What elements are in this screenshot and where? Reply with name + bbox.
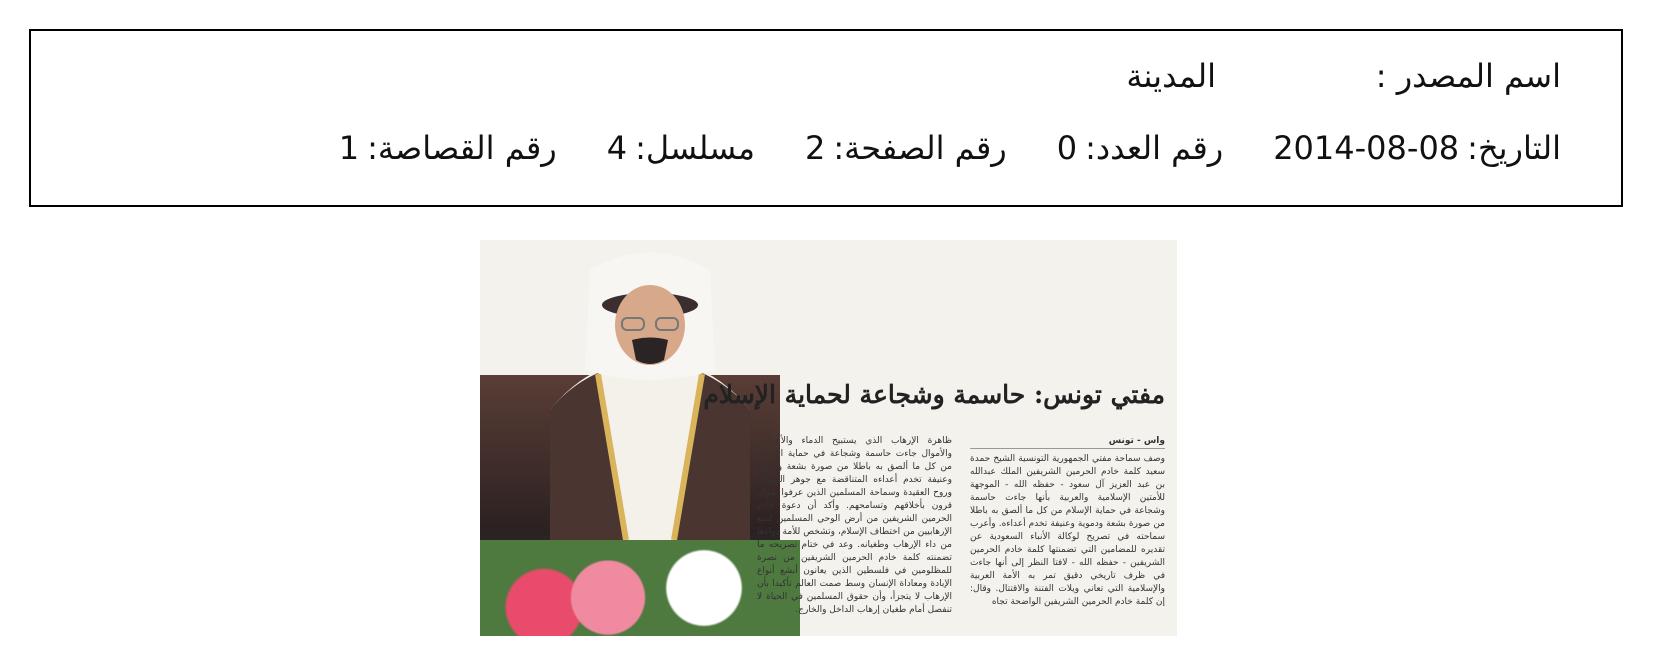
clip-value: 1 (338, 129, 360, 167)
newspaper-clipping (480, 240, 1177, 636)
meta-row (289, 129, 1561, 167)
issue-label: رقم العدد: (1085, 129, 1224, 167)
article-byline: واس - تونس (970, 435, 1165, 449)
article-column-2: ظاهرة الإرهاب الذي يستبيح الدماء والأعراض والأموال جاءت حاسمة وشجاعة في حماية الإسلام من كل ما ألصق به باطلا من صورة بشعة ودموية وعنيفة تخدم أعداءه المتناقضة مع جوهر الرسالة وروح العقيدة وسماحة المسلمين الذين عرفوا طوال قرون بأخلاقهم وتسامحهم. وأكد أن دعوة خادم الحرمين الشريفين من أرض الوحي المسلمين لمنع الإرهابيين من اختطاف الإسلام، وتشخص للأمة دواءها من داء الإرهاب وطغيانه. وعد في ختام تصريحه ما تضمنته كلمة خادم الحرمين الشريفين من نصرة للمظلومين في فلسطين الذين يعانون أبشع أنواع الإبادة ومعاداة الإنسان وسط صمت العالم تأكيدا بأن الإرهاب لا يتجزأ، وأن حقوق المسلمين في الحياة لا تنفصل أمام طغيان إرهاب الداخل والخارج. (757, 436, 952, 615)
issue-field (1057, 129, 1223, 167)
source-value: المدينة (1126, 57, 1216, 95)
serial-field (607, 129, 755, 167)
article-column-1-text: وصف سماحة مفتي الجمهورية التونسية الشيخ حمدة سعيد كلمة خادم الحرمين الشريفين الملك عبدالله بن عبد العزيز آل سعود - حفظه الله - الموجهة للأمتين الإسلامية والعربية بأنها جاءت حاسمة وشجاعة في حماية الإسلام من كل ما ألصق به باطلا من صورة بشعة ودموية وعنيفة تخدم أعداءه. وأعرب سماحته في تصريح لوكالة الأنباء السعودية عن تقديره للمضامين التي تضمنتها كلمة خادم الحرمين الشريفين - حفظه الله - لافتا النظر إلى أنها جاءت في ظرف تاريخي دقيق تمر به الأمة العربية والإسلامية التي تعاني ويلات الفتنة والاقتتال. وقال: إن كلمة خادم الحرمين الشريفين الواضحة تجاه (970, 454, 1165, 607)
article-headline: مفتي تونس: حاسمة وشجاعة لحماية الإسلام (703, 380, 1165, 409)
serial-label: مسلسل: (635, 129, 755, 167)
page-field (805, 129, 1007, 167)
flowers-image (480, 540, 800, 636)
page-value: 2 (804, 129, 826, 167)
clip-label: رقم القصاصة: (367, 129, 557, 167)
date-value: 2014-08-08 (1273, 129, 1460, 167)
issue-value: 0 (1056, 129, 1078, 167)
article-column-1 (970, 435, 1165, 635)
source-row (1126, 57, 1561, 95)
clip-field (339, 129, 557, 167)
clipping-info-box (29, 29, 1623, 207)
date-field (1273, 129, 1561, 167)
serial-value: 4 (606, 129, 628, 167)
date-label: التاريخ: (1467, 129, 1561, 167)
source-label: اسم المصدر : (1375, 57, 1561, 95)
page-label: رقم الصفحة: (833, 129, 1007, 167)
